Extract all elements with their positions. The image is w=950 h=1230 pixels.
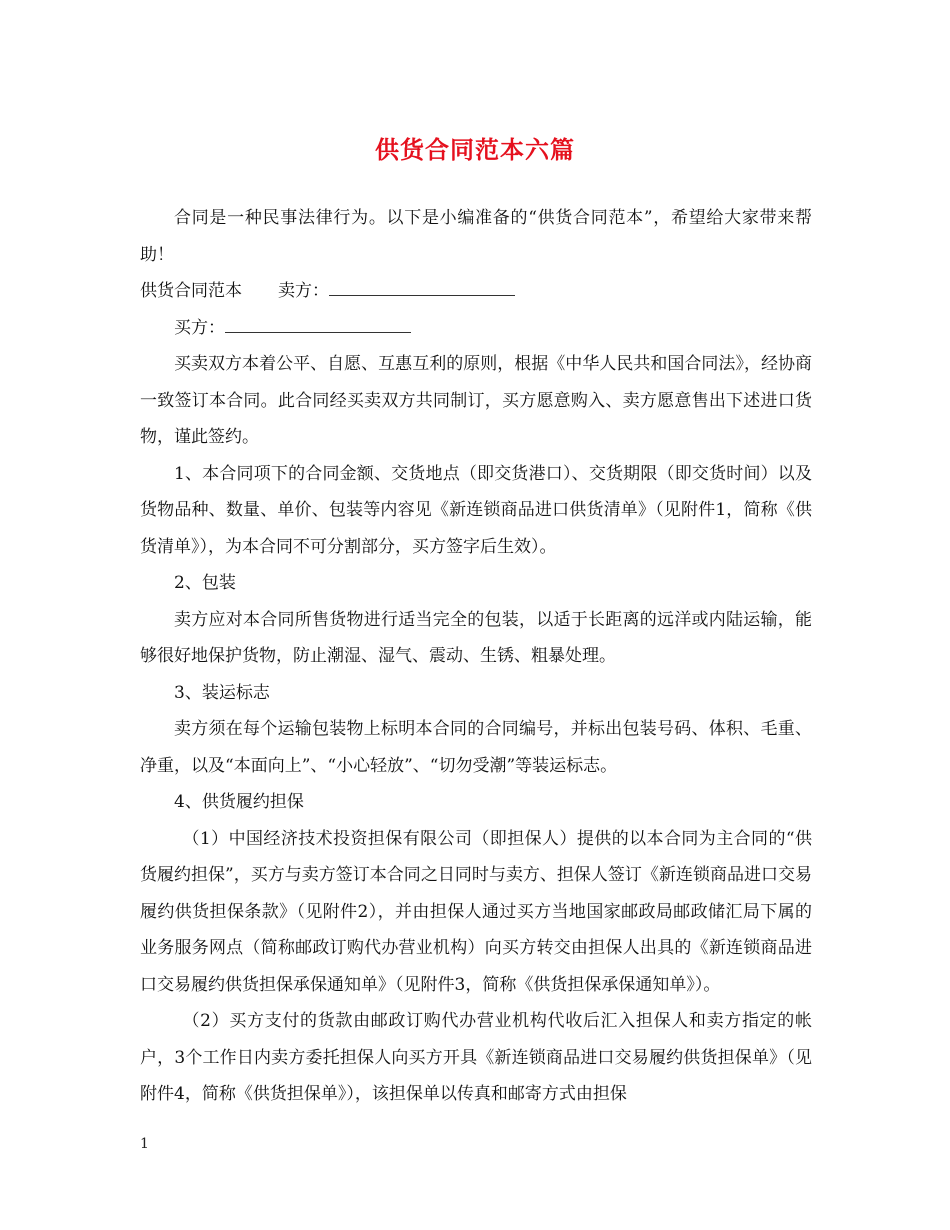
paragraph-shipping-marks: 卖方须在每个运输包装物上标明本合同的合同编号，并标出包装号码、体积、毛重、净重，以及“本面向上”、“小心轻放”、“切勿受潮”等装运标志。 [140, 719, 812, 776]
paragraph-clause-1: 1、本合同项下的合同金额、交货地点（即交货港口）、交货期限（即交货时间）以及货物品种、数量、单价、包装等内容见《新连锁商品进口供货清单》（见附件1，简称《供货清单》），为本合同不可分割部分，买方签字后生效）。 [140, 463, 812, 557]
seller-blank-field[interactable] [329, 277, 515, 296]
document-body [140, 200, 812, 1113]
contract-template-label: 供货合同范本 [140, 281, 242, 301]
page-number: 1 [140, 1136, 149, 1152]
document-title: 供货合同范本六篇 [375, 135, 575, 164]
buyer-line [140, 310, 812, 347]
heading-guarantee: 4、供货履约担保 [174, 792, 304, 812]
paragraph-principles: 买卖双方本着公平、自愿、互惠互利的原则，根据《中华人民共和国合同法》，经协商一致签订本合同。此合同经买卖双方共同制订，买方愿意购入、卖方愿意售出下述进口货物，谨此签约。 [140, 354, 812, 447]
heading-shipping-marks: 3、装运标志 [174, 682, 270, 703]
paragraph-guarantee-2: （2）买方支付的货款由邮政订购代办营业机构代收后汇入担保人和卖方指定的帐户，3个工作日内卖方委托担保人向买方开具《新连锁商品进口交易履约供货担保单》（见附件4，简称《供货担保单》），该担保单以传真和邮寄方式由担保 [140, 1011, 812, 1104]
paragraph-guarantee-1: （1）中国经济技术投资担保有限公司（即担保人）提供的以本合同为主合同的“供货履约担保”，买方与卖方签订本合同之日同时与卖方、担保人签订《新连锁商品进口交易履约供货担保条款》（见附件2），并由担保人通过买方当地国家邮政局邮政储汇局下属的业务服务网点（简称邮政订购代办营业机构）向买方转交由担保人出具的《新连锁商品进口交易履约供货担保承保通知单》（见附件3，简称《供货担保承保通知单》）。 [140, 828, 812, 995]
intro-paragraph: 合同是一种民事法律行为。以下是小编准备的“供货合同范本”，希望给大家带来帮助！ [140, 208, 812, 265]
buyer-label: 买方： [174, 317, 225, 338]
heading-packaging: 2、包装 [174, 573, 236, 593]
seller-line [140, 273, 812, 310]
seller-label: 卖方： [278, 281, 329, 301]
buyer-blank-field[interactable] [225, 314, 411, 333]
paragraph-packaging: 卖方应对本合同所售货物进行适当完全的包装，以适于长距离的远洋或内陆运输，能够很好地保护货物，防止潮湿、湿气、震动、生锈、粗暴处理。 [140, 609, 812, 666]
